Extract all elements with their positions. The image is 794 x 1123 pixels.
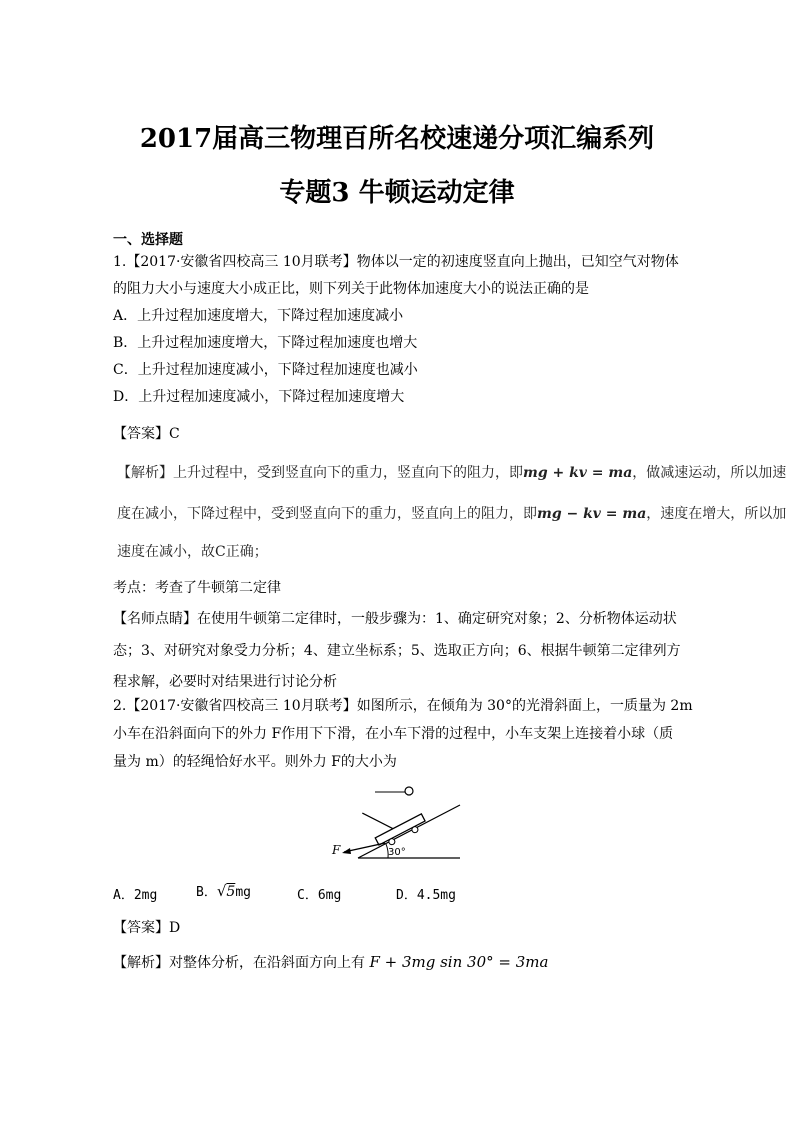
q1-explanation-line1: [117, 462, 786, 482]
q2-explanation: [113, 952, 548, 973]
q2-option-c: C．6mg: [297, 888, 342, 903]
q2-option-b-radicand: 5: [226, 884, 236, 900]
q1-option-a: A．上升过程加速度增大，下降过程加速度减小: [113, 308, 404, 324]
q2-stem-line1: 2.【2017·安徽省四校高三 10月联考】如图所示，在倾角为 30°的光滑斜面上，一质量为 2m: [113, 698, 693, 714]
q1-option-b: B．上升过程加速度增大，下降过程加速度也增大: [113, 335, 418, 351]
q1-tip-line2: 态；3、对研究对象受力分析；4、建立坐标系；5、选取正方向；6、根据牛顿第二定律列方: [113, 643, 681, 659]
q2-expl-formula: F + 3mg sin 30° = 3ma: [369, 953, 549, 971]
q1-expl-text-1b: ，做减速运动，所以加速: [632, 465, 787, 481]
q1-answer: 【答案】C: [113, 426, 180, 442]
q2-option-b: [196, 881, 251, 900]
q1-tip-line1: 【名师点睛】在使用牛顿第二定律时，一般步骤为：1、确定研究对象；2、分析物体运动状: [113, 611, 677, 627]
q1-expl-text-2b: ，速度在增大，所以加: [646, 506, 787, 522]
document-subtitle: 专题3 牛顿运动定律: [279, 178, 515, 208]
q1-option-c: C．上升过程加速度减小，下降过程加速度也减小: [113, 362, 418, 378]
q2-option-d: D．4.5mg: [396, 888, 456, 903]
q2-option-a: A．2mg: [113, 888, 158, 903]
q1-expl-formula-1: mg + kv = ma: [523, 465, 633, 481]
incline-cart-figure: [330, 778, 465, 864]
force-label: F: [332, 843, 341, 857]
q2-stem-line2: 小车在沿斜面向下的外力 F作用下下滑，在小车下滑的过程中，小车支架上连接着小球（质: [113, 726, 674, 742]
section-heading: 一、选择题: [113, 232, 183, 248]
q2-answer: 【答案】D: [113, 920, 181, 936]
q1-expl-text-2a: 度在减小，下降过程中，受到竖直向下的重力，竖直向上的阻力，即: [117, 506, 537, 522]
document-title: 2017届高三物理百所名校速递分项汇编系列: [139, 124, 655, 154]
q1-explanation-line3: 速度在减小，故C正确；: [117, 544, 268, 560]
q1-tip-line3: 程求解，必要时对结果进行讨论分析: [113, 674, 337, 690]
q1-stem-line1: 1.【2017·安徽省四校高三 10月联考】物体以一定的初速度竖直向上抛出，已知空气对物体: [113, 254, 679, 270]
q2-option-b-suffix: mg: [235, 885, 251, 900]
q1-option-d: D．上升过程加速度减小，下降过程加速度增大: [113, 389, 405, 405]
q2-stem-line3: 量为 m）的轻绳恰好水平。则外力 F的大小为: [113, 754, 397, 770]
q1-kaodian: 考点：考查了牛顿第二定律: [113, 580, 281, 596]
q1-expl-text-1a: 【解析】上升过程中，受到竖直向下的重力，竖直向下的阻力，即: [117, 465, 523, 481]
q1-stem-line2: 的阻力大小与速度大小成正比，则下列关于此物体加速度大小的说法正确的是: [113, 281, 589, 297]
sqrt-sign-icon: √: [216, 882, 227, 900]
q2-expl-text: 【解析】对整体分析，在沿斜面方向上有: [113, 955, 370, 971]
angle-label: 30°: [388, 847, 406, 858]
q2-option-b-prefix: B．: [196, 885, 217, 900]
q1-expl-formula-2: mg − kv = ma: [537, 506, 647, 522]
q1-explanation-line2: [117, 503, 786, 523]
